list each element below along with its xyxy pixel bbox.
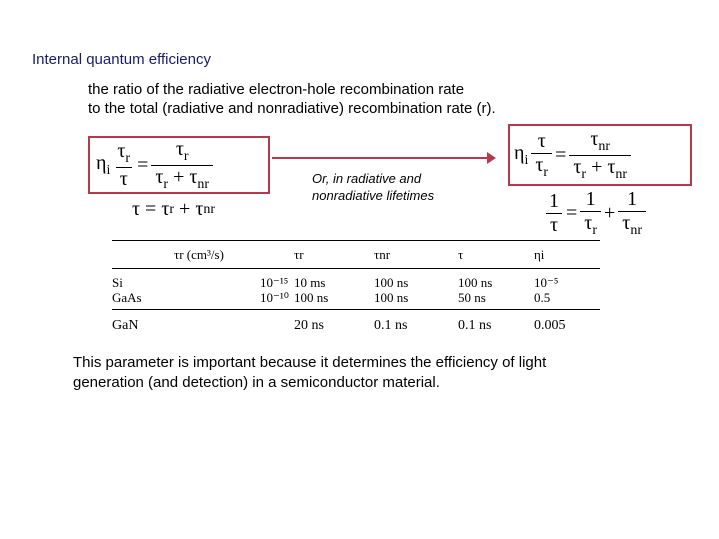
material-table bbox=[112, 240, 600, 333]
lifetime-equation-box: $\eta_i$ $\frac{\tau}{\tau_r}$ = $\frac{\tau_{nr}}{\tau_r + \tau_{nr}}$ bbox=[508, 124, 692, 186]
header-tau-nr: τnr bbox=[374, 247, 391, 262]
importance-line-1: This parameter is important because it determines the efficiency of light bbox=[73, 354, 547, 371]
description-line-2: to the total (radiative and nonradiative) recombination rate (r). bbox=[88, 100, 496, 117]
lifetime-fraction-right: $\frac{\tau_{nr}}{\tau_r + \tau_{nr}}$ bbox=[569, 128, 631, 183]
table-header-row bbox=[112, 241, 600, 269]
table-row: GaAs 10⁻¹⁰ 100 ns 100 ns 50 ns 0.5 bbox=[112, 290, 600, 310]
eta-symbol-right: $\eta_i$ bbox=[514, 141, 529, 168]
lifetime-fraction: $\frac{\tau_r}{\tau_r + \tau_{nr}}$ bbox=[151, 138, 213, 193]
rate-fraction: $\frac{\tau_r}{\tau}$ bbox=[117, 139, 131, 190]
page-title: Internal quantum efficiency bbox=[32, 51, 211, 68]
header-tau: τ bbox=[458, 247, 464, 262]
importance-line-2: generation (and detection) in a semiconductor material. bbox=[73, 374, 440, 391]
description-line-1: the ratio of the radiative electron-hole recombination rate bbox=[88, 81, 465, 98]
importance-text bbox=[73, 353, 653, 393]
efficiency-equation-box: $\eta_i$ $\frac{\tau_r}{\tau}$ = $\frac{\tau_r}{\tau_r + \tau_{nr}}$ bbox=[88, 136, 270, 194]
arrow-head-icon bbox=[487, 152, 496, 164]
ratio-fraction-right: $\frac{\tau}{\tau_r}$ bbox=[531, 130, 552, 181]
total-rate-equation: τ = τ r + τ nr bbox=[132, 198, 216, 220]
lifetime-note: Or, in radiative and nonradiative lifetimes bbox=[312, 171, 435, 203]
description bbox=[88, 80, 648, 118]
eta-symbol: $\eta_i$ bbox=[96, 151, 111, 178]
table-row: GaN 20 ns 0.1 ns 0.1 ns 0.005 bbox=[112, 318, 566, 333]
reciprocal-equation: $\frac{1}{\tau}$ = $\frac{1}{\tau_r}$ + $\frac{1}{\tau_{nr}}$ bbox=[542, 188, 649, 239]
header-coefficient: τr (cm³/s) bbox=[174, 247, 224, 262]
arrow-line bbox=[272, 157, 490, 159]
header-eta: ηi bbox=[534, 247, 545, 262]
header-tau-r: τr bbox=[294, 247, 304, 262]
table-row: Si 10⁻¹⁵ 10 ms 100 ns 100 ns 10⁻⁵ bbox=[112, 275, 559, 290]
